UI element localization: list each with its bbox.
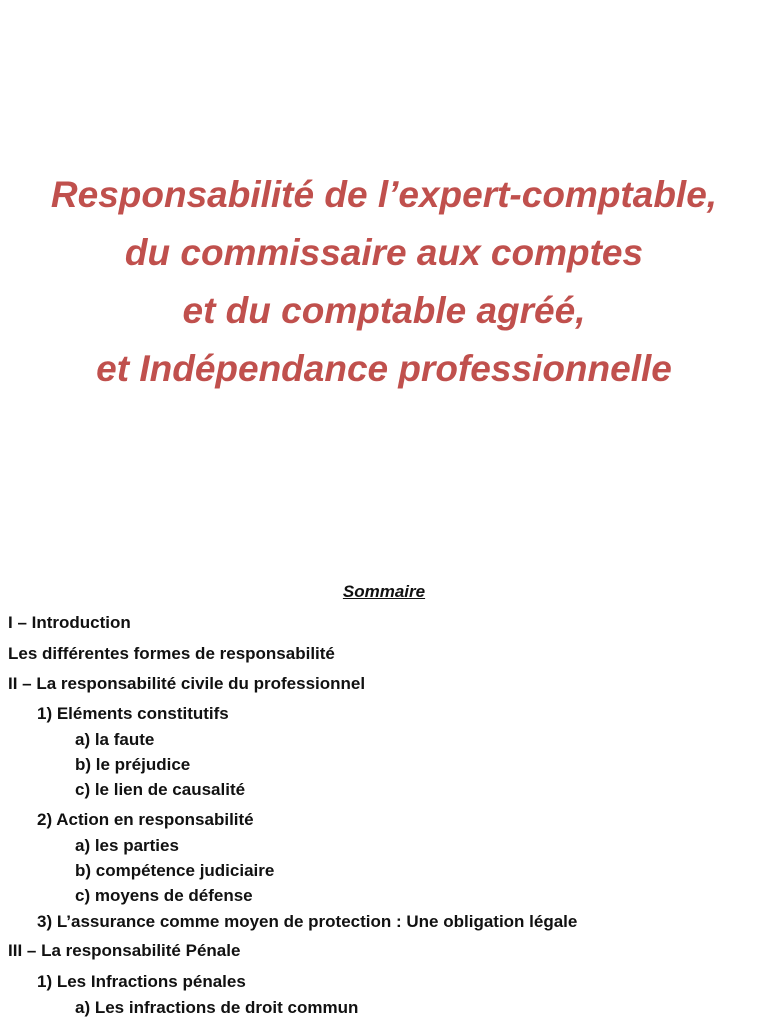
- title-line-1: Responsabilité de l’expert-comptable,: [50, 174, 718, 215]
- title-line-4: et Indépendance professionnelle: [96, 348, 672, 389]
- toc-item: 1) Eléments constitutifs: [37, 704, 229, 723]
- toc-item: III – La responsabilité Pénale: [8, 941, 241, 960]
- toc-item: b) compétence judiciaire: [75, 861, 275, 880]
- toc-item: I – Introduction: [8, 613, 131, 632]
- toc-item: Les différentes formes de responsabilité: [8, 644, 335, 663]
- toc-item: a) les parties: [75, 836, 179, 855]
- toc-item: II – La responsabilité civile du professionnel: [8, 674, 366, 693]
- toc-item: 2) Action en responsabilité: [37, 810, 254, 829]
- toc-item: c) le lien de causalité: [75, 780, 246, 799]
- toc-item: 1) Les Infractions pénales: [37, 972, 246, 991]
- title-line-3: et du comptable agréé,: [182, 290, 586, 331]
- toc-item: 3) L’assurance comme moyen de protection : Une obligation légale: [37, 912, 578, 931]
- toc-item: a) la faute: [75, 730, 155, 749]
- document-title: [0, 166, 768, 398]
- toc-item: c) moyens de défense: [75, 886, 253, 905]
- sommaire-heading: Sommaire: [342, 582, 426, 601]
- title-line-2: du commissaire aux comptes: [124, 232, 644, 273]
- toc-item: b) le préjudice: [75, 755, 191, 774]
- toc-item: a) Les infractions de droit commun: [75, 998, 359, 1017]
